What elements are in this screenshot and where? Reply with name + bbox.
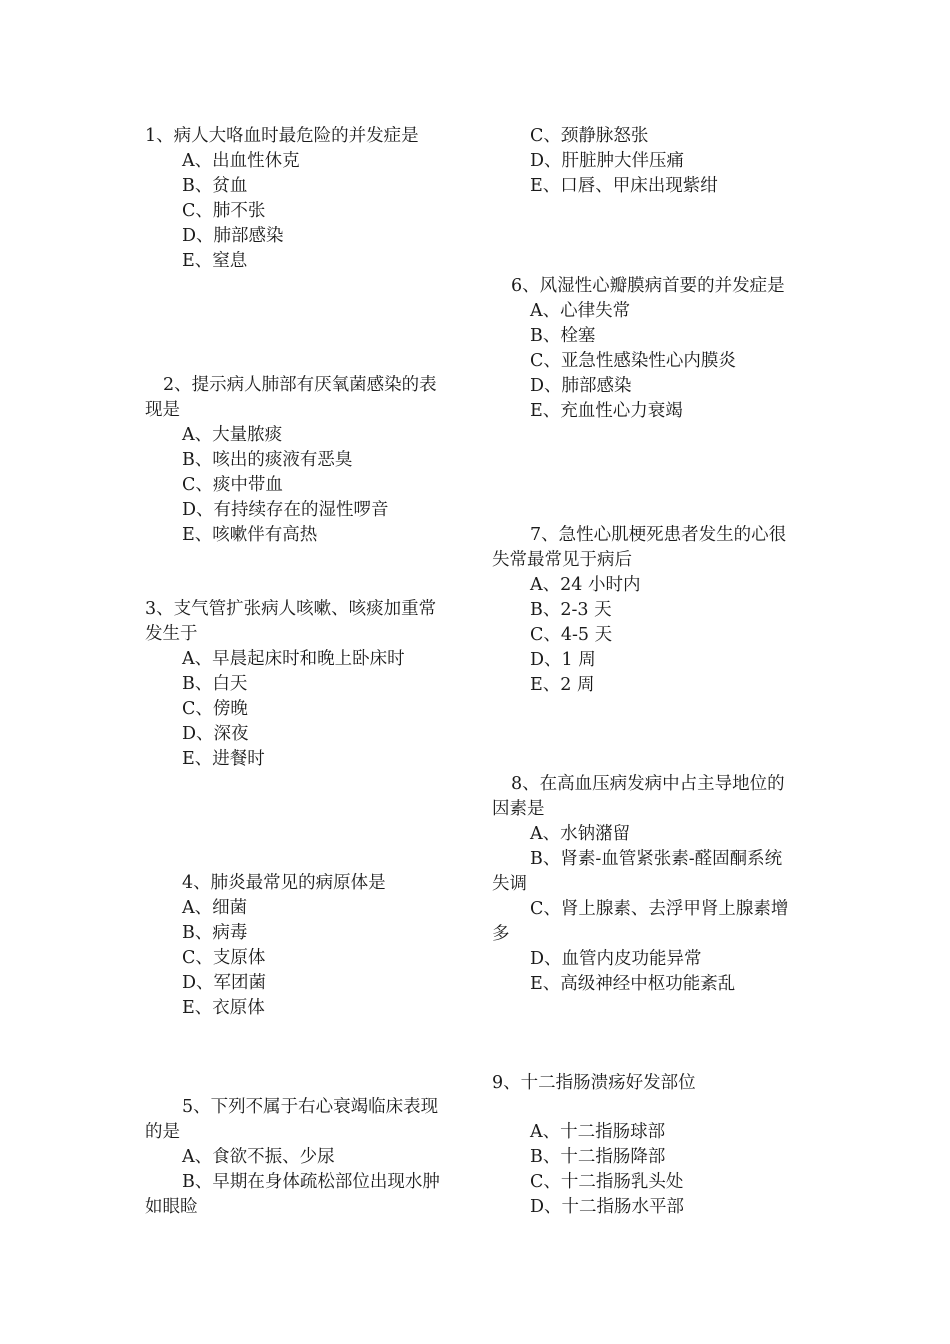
question-5-option-b-cont: 如眼睑 [145, 1197, 198, 1217]
question-5-stem-line2: 的是 [145, 1122, 180, 1142]
question-1-option-d: D、肺部感染 [182, 226, 284, 246]
question-5-option-b: B、早期在身体疏松部位出现水肿 [182, 1172, 440, 1192]
question-8-option-e: E、高级神经中枢功能紊乱 [530, 974, 736, 994]
question-8-option-a: A、水钠潴留 [530, 824, 631, 844]
question-5-option-d: D、肝脏肿大伴压痛 [530, 151, 685, 171]
question-1-stem: 1、病人大咯血时最危险的并发症是 [145, 126, 419, 146]
question-7-stem-line2: 失常最常见于病后 [492, 550, 632, 570]
question-2-stem-line1: 2、提示病人肺部有厌氧菌感染的表 [163, 375, 437, 395]
question-2-option-c: C、痰中带血 [182, 475, 283, 495]
question-7-option-e: E、2 周 [530, 675, 595, 695]
question-8-option-c-cont: 多 [492, 924, 510, 944]
question-4-option-c: C、支原体 [182, 948, 266, 968]
question-8-option-b: B、肾素-血管紧张素-醛固酮系统 [530, 849, 783, 869]
question-1-option-a: A、出血性休克 [182, 151, 300, 171]
question-6-option-b: B、栓塞 [530, 326, 596, 346]
question-8-option-d: D、血管内皮功能异常 [530, 949, 702, 969]
question-3-option-d: D、深夜 [182, 724, 249, 744]
question-6-option-a: A、心律失常 [530, 301, 631, 321]
question-6-option-e: E、充血性心力衰竭 [530, 401, 683, 421]
question-3-option-b: B、白天 [182, 674, 248, 694]
question-9-stem: 9、十二指肠溃疡好发部位 [492, 1073, 696, 1093]
question-8-option-c: C、肾上腺素、去浮甲肾上腺素增 [530, 899, 789, 919]
question-9-option-d: D、十二指肠水平部 [530, 1197, 685, 1217]
question-2-option-b: B、咳出的痰液有恶臭 [182, 450, 353, 470]
question-2-option-e: E、咳嗽伴有高热 [182, 525, 318, 545]
question-7-option-b: B、2-3 天 [530, 600, 612, 620]
question-7-option-d: D、1 周 [530, 650, 596, 670]
question-4-stem: 4、肺炎最常见的病原体是 [182, 873, 386, 893]
question-3-stem-line1: 3、支气管扩张病人咳嗽、咳痰加重常 [145, 599, 437, 619]
question-8-stem-line2: 因素是 [492, 799, 545, 819]
question-8-option-b-cont: 失调 [492, 874, 527, 894]
question-6-option-c: C、亚急性感染性心内膜炎 [530, 351, 736, 371]
question-7-option-c: C、4-5 天 [530, 625, 613, 645]
question-1-option-c: C、肺不张 [182, 201, 266, 221]
question-3-stem-line2: 发生于 [145, 624, 198, 644]
question-5-option-a: A、食欲不振、少尿 [182, 1147, 335, 1167]
question-7-option-a: A、24 小时内 [530, 575, 641, 595]
question-9-option-a: A、十二指肠球部 [530, 1122, 666, 1142]
question-1-option-b: B、贫血 [182, 176, 248, 196]
question-3-option-e: E、进餐时 [182, 749, 265, 769]
question-3-option-c: C、傍晚 [182, 699, 248, 719]
question-8-stem-line1: 8、在高血压病发病中占主导地位的 [511, 774, 785, 794]
question-7-stem-line1: 7、急性心肌梗死患者发生的心很 [530, 525, 787, 545]
question-9-option-c: C、十二指肠乳头处 [530, 1172, 684, 1192]
question-5-option-e: E、口唇、甲床出现紫绀 [530, 176, 718, 196]
question-9-option-b: B、十二指肠降部 [530, 1147, 666, 1167]
question-6-stem: 6、风湿性心瓣膜病首要的并发症是 [511, 276, 785, 296]
question-6-option-d: D、肺部感染 [530, 376, 632, 396]
question-1-option-e: E、窒息 [182, 251, 248, 271]
question-2-stem-line2: 现是 [145, 400, 180, 420]
question-5-stem-line1: 5、下列不属于右心衰竭临床表现 [182, 1097, 439, 1117]
question-2-option-a: A、大量脓痰 [182, 425, 283, 445]
question-4-option-e: E、衣原体 [182, 998, 265, 1018]
question-5-option-c: C、颈静脉怒张 [530, 126, 649, 146]
question-4-option-a: A、细菌 [182, 898, 248, 918]
question-2-option-d: D、有持续存在的湿性啰音 [182, 500, 389, 520]
question-4-option-b: B、病毒 [182, 923, 248, 943]
question-3-option-a: A、早晨起床时和晚上卧床时 [182, 649, 405, 669]
question-4-option-d: D、军团菌 [182, 973, 267, 993]
